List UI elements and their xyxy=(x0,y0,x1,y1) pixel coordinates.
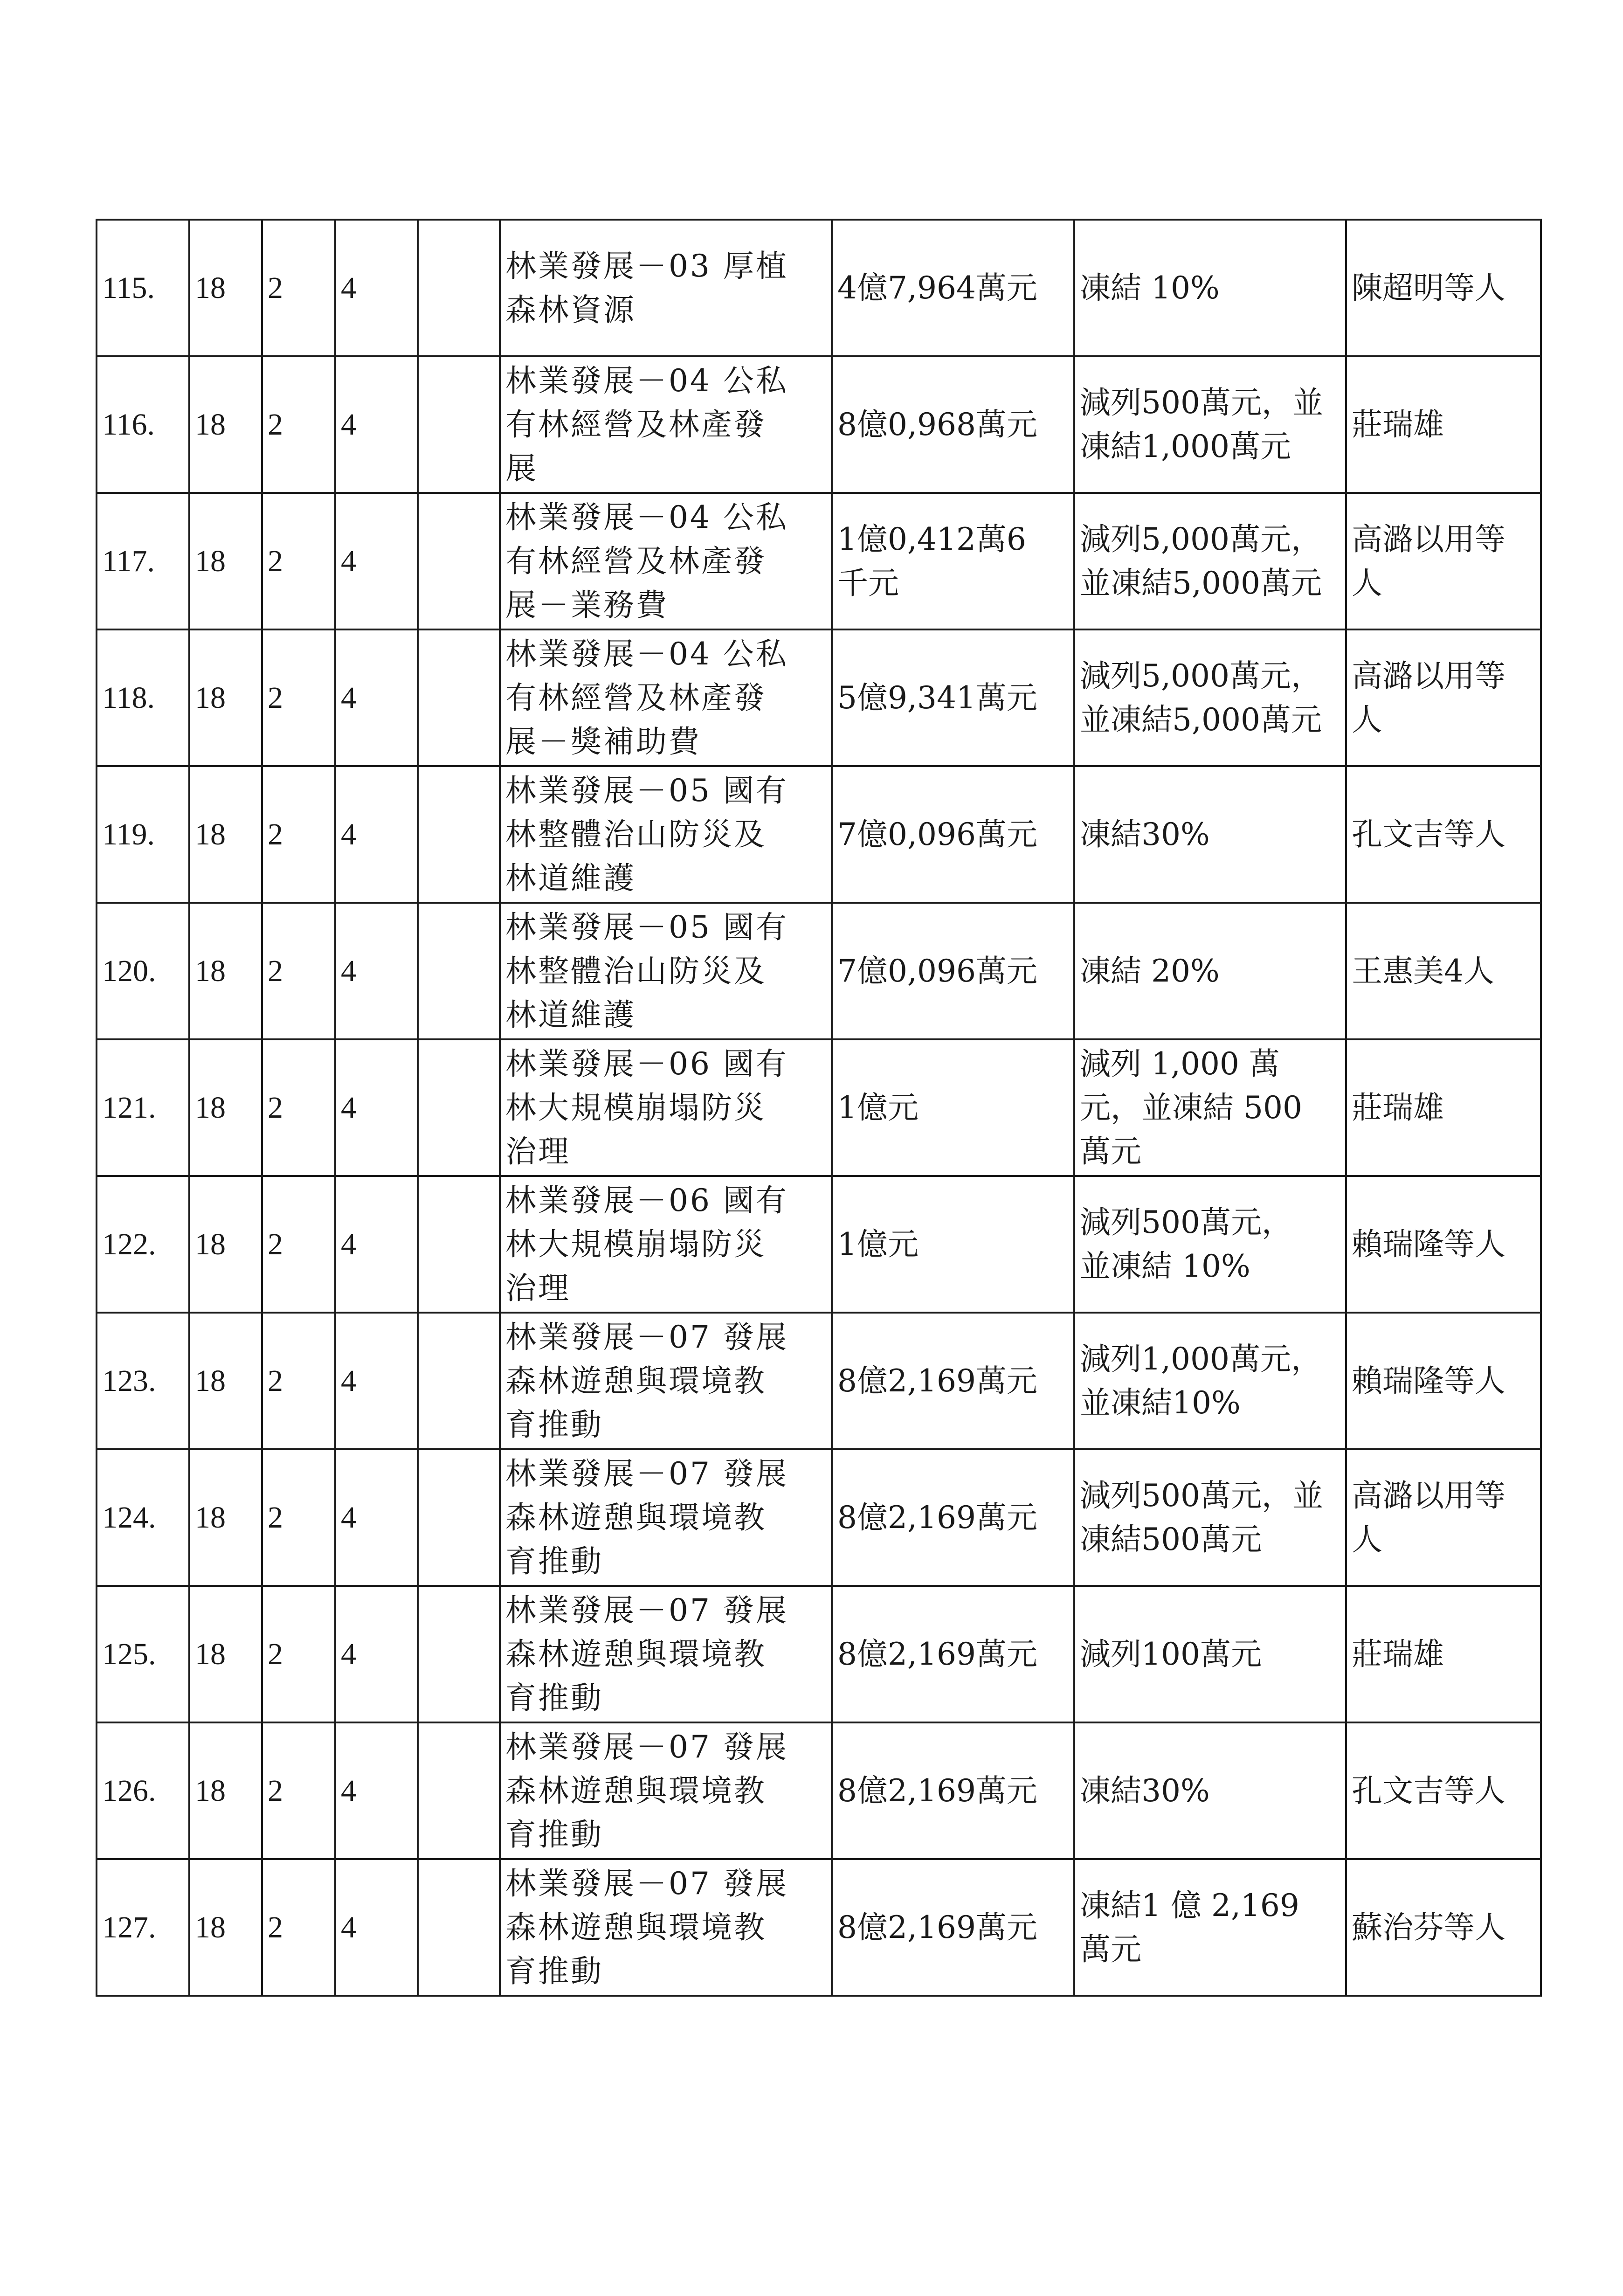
code-cell-3: 4 xyxy=(335,1176,418,1313)
amount-line: 8億2,169萬元 xyxy=(837,1772,1037,1809)
program-line: 林業發展－04 公私 xyxy=(505,499,788,535)
code-cell-4 xyxy=(418,629,500,766)
program-line: 林業發展－07 發展 xyxy=(505,1592,788,1628)
amount-line: 8億2,169萬元 xyxy=(837,1909,1037,1945)
program-line: 有林經營及林產發 xyxy=(505,679,767,716)
row-number-cell: 123. xyxy=(97,1313,189,1449)
code-cell-1: 18 xyxy=(189,356,262,493)
program-line: 治理 xyxy=(505,1270,571,1306)
action-line: 並凍結10% xyxy=(1080,1384,1241,1421)
table-row xyxy=(97,356,1541,493)
code-cell-2: 2 xyxy=(262,1313,335,1449)
proposer-cell xyxy=(1346,1039,1541,1176)
row-number-cell: 127. xyxy=(97,1859,189,1996)
code-cell-4 xyxy=(418,1449,500,1586)
code-cell-1: 18 xyxy=(189,1859,262,1996)
code-cell-1: 18 xyxy=(189,629,262,766)
program-line: 林業發展－04 公私 xyxy=(505,636,788,672)
program-line: 林大規模崩塌防災 xyxy=(505,1089,767,1126)
code-cell-1: 18 xyxy=(189,1176,262,1313)
action-cell xyxy=(1074,493,1346,629)
proposer-cell xyxy=(1346,356,1541,493)
code-cell-1: 18 xyxy=(189,766,262,903)
program-line: 林業發展－05 國有 xyxy=(505,909,788,945)
action-cell xyxy=(1074,629,1346,766)
row-number-cell: 125. xyxy=(97,1586,189,1722)
code-cell-3: 4 xyxy=(335,1449,418,1586)
code-cell-4 xyxy=(418,220,500,356)
program-line: 育推動 xyxy=(505,1543,603,1579)
amount-cell xyxy=(832,1586,1074,1722)
proposer-cell xyxy=(1346,1722,1541,1859)
table-row xyxy=(97,1039,1541,1176)
proposer-line: 莊瑞雄 xyxy=(1352,406,1444,443)
action-line: 減列500萬元， xyxy=(1080,1204,1292,1240)
proposer-cell xyxy=(1346,903,1541,1039)
row-number-cell: 124. xyxy=(97,1449,189,1586)
program-cell xyxy=(500,493,832,629)
table-row xyxy=(97,903,1541,1039)
action-line: 凍結500萬元 xyxy=(1080,1521,1262,1557)
action-line: 減列5,000萬元， xyxy=(1080,657,1322,694)
amount-cell xyxy=(832,766,1074,903)
proposer-line: 陳超明等人 xyxy=(1352,270,1506,306)
row-number-cell: 121. xyxy=(97,1039,189,1176)
program-line: 林業發展－07 發展 xyxy=(505,1319,788,1355)
code-cell-3: 4 xyxy=(335,356,418,493)
program-line: 林業發展－07 發展 xyxy=(505,1455,788,1492)
action-line: 減列 1,000 萬 xyxy=(1080,1045,1280,1082)
proposer-cell xyxy=(1346,1313,1541,1449)
table-row xyxy=(97,1586,1541,1722)
code-cell-3: 4 xyxy=(335,629,418,766)
program-cell xyxy=(500,1859,832,1996)
code-cell-4 xyxy=(418,1586,500,1722)
action-cell xyxy=(1074,1176,1346,1313)
proposer-line: 王惠美4人 xyxy=(1352,953,1494,989)
row-number-cell: 120. xyxy=(97,903,189,1039)
table-row xyxy=(97,1449,1541,1586)
table-row xyxy=(97,1176,1541,1313)
table-row xyxy=(97,220,1541,356)
action-cell xyxy=(1074,1586,1346,1722)
code-cell-4 xyxy=(418,356,500,493)
code-cell-3: 4 xyxy=(335,493,418,629)
table-row xyxy=(97,493,1541,629)
action-line: 凍結1,000萬元 xyxy=(1080,428,1291,464)
action-cell xyxy=(1074,1313,1346,1449)
amount-cell xyxy=(832,903,1074,1039)
program-line: 林整體治山防災及 xyxy=(505,816,767,852)
amount-cell xyxy=(832,1722,1074,1859)
action-line: 減列500萬元，並 xyxy=(1080,1477,1323,1514)
action-line: 凍結1 億 2,169 xyxy=(1080,1887,1299,1923)
proposer-line: 莊瑞雄 xyxy=(1352,1636,1444,1672)
program-line: 森林資源 xyxy=(505,291,636,328)
amount-line: 1億0,412萬6 xyxy=(837,521,1026,557)
code-cell-3: 4 xyxy=(335,1859,418,1996)
code-cell-3: 4 xyxy=(335,1722,418,1859)
proposer-line: 人 xyxy=(1352,1521,1382,1557)
code-cell-2: 2 xyxy=(262,1039,335,1176)
proposer-cell xyxy=(1346,1449,1541,1586)
code-cell-1: 18 xyxy=(189,1039,262,1176)
amount-line: 8億0,968萬元 xyxy=(837,406,1037,443)
amount-cell xyxy=(832,493,1074,629)
program-line: 林業發展－04 公私 xyxy=(505,362,788,399)
program-cell xyxy=(500,766,832,903)
program-line: 森林遊憩與環境教 xyxy=(505,1909,767,1945)
table-row xyxy=(97,1722,1541,1859)
program-cell xyxy=(500,903,832,1039)
action-cell xyxy=(1074,766,1346,903)
proposer-cell xyxy=(1346,220,1541,356)
amount-line: 7億0,096萬元 xyxy=(837,816,1037,852)
amount-cell xyxy=(832,1176,1074,1313)
budget-proposal-table xyxy=(96,219,1542,1997)
code-cell-4 xyxy=(418,493,500,629)
action-line: 凍結30% xyxy=(1080,816,1210,852)
code-cell-2: 2 xyxy=(262,1449,335,1586)
amount-cell xyxy=(832,1039,1074,1176)
program-line: 有林經營及林產發 xyxy=(505,406,767,443)
action-line: 減列1,000萬元， xyxy=(1080,1341,1322,1377)
program-cell xyxy=(500,1722,832,1859)
program-line: 林道維護 xyxy=(505,996,636,1033)
action-line: 減列500萬元，並 xyxy=(1080,384,1323,421)
proposer-line: 高潞以用等 xyxy=(1352,521,1506,557)
row-number-cell: 126. xyxy=(97,1722,189,1859)
proposer-line: 人 xyxy=(1352,701,1382,738)
code-cell-3: 4 xyxy=(335,1039,418,1176)
code-cell-2: 2 xyxy=(262,1586,335,1722)
row-number-cell: 118. xyxy=(97,629,189,766)
amount-line: 1億元 xyxy=(837,1226,919,1262)
amount-cell xyxy=(832,1859,1074,1996)
action-line: 元，並凍結 500 xyxy=(1080,1089,1302,1126)
program-line: 育推動 xyxy=(505,1816,603,1853)
action-line: 凍結 10% xyxy=(1080,270,1220,306)
program-cell xyxy=(500,629,832,766)
proposer-cell xyxy=(1346,1176,1541,1313)
code-cell-2: 2 xyxy=(262,356,335,493)
code-cell-2: 2 xyxy=(262,1722,335,1859)
program-line: 育推動 xyxy=(505,1406,603,1443)
table-row xyxy=(97,1313,1541,1449)
row-number-cell: 115. xyxy=(97,220,189,356)
row-number-cell: 117. xyxy=(97,493,189,629)
code-cell-1: 18 xyxy=(189,903,262,1039)
code-cell-2: 2 xyxy=(262,766,335,903)
program-line: 林道維護 xyxy=(505,860,636,896)
action-cell xyxy=(1074,1859,1346,1996)
program-line: 林整體治山防災及 xyxy=(505,953,767,989)
code-cell-4 xyxy=(418,1039,500,1176)
amount-line: 8億2,169萬元 xyxy=(837,1499,1037,1535)
amount-line: 1億元 xyxy=(837,1089,919,1126)
code-cell-4 xyxy=(418,1313,500,1449)
amount-line: 4億7,964萬元 xyxy=(837,270,1037,306)
code-cell-1: 18 xyxy=(189,1313,262,1449)
amount-cell xyxy=(832,629,1074,766)
table-row xyxy=(97,629,1541,766)
program-cell xyxy=(500,1039,832,1176)
row-number-cell: 116. xyxy=(97,356,189,493)
program-line: 展 xyxy=(505,450,538,486)
program-line: 育推動 xyxy=(505,1953,603,1989)
proposer-cell xyxy=(1346,493,1541,629)
program-cell xyxy=(500,356,832,493)
action-line: 並凍結5,000萬元 xyxy=(1080,565,1322,601)
action-cell xyxy=(1074,1039,1346,1176)
amount-cell xyxy=(832,356,1074,493)
action-line: 凍結 20% xyxy=(1080,953,1220,989)
code-cell-1: 18 xyxy=(189,493,262,629)
action-line: 並凍結 10% xyxy=(1080,1248,1250,1284)
proposer-line: 孔文吉等人 xyxy=(1352,1772,1506,1809)
proposer-line: 孔文吉等人 xyxy=(1352,816,1506,852)
table-row xyxy=(97,1859,1541,1996)
proposer-cell xyxy=(1346,629,1541,766)
row-number-cell: 119. xyxy=(97,766,189,903)
program-line: 森林遊憩與環境教 xyxy=(505,1499,767,1535)
proposer-line: 蘇治芬等人 xyxy=(1352,1909,1506,1945)
code-cell-4 xyxy=(418,1859,500,1996)
program-line: 育推動 xyxy=(505,1680,603,1716)
code-cell-1: 18 xyxy=(189,1449,262,1586)
program-cell xyxy=(500,220,832,356)
program-line: 林業發展－07 發展 xyxy=(505,1729,788,1765)
program-line: 森林遊憩與環境教 xyxy=(505,1772,767,1809)
program-line: 森林遊憩與環境教 xyxy=(505,1636,767,1672)
amount-line: 5億9,341萬元 xyxy=(837,679,1037,716)
proposer-line: 高潞以用等 xyxy=(1352,657,1506,694)
code-cell-4 xyxy=(418,1176,500,1313)
budget-proposal-sheet xyxy=(96,219,1540,1997)
action-line: 減列100萬元 xyxy=(1080,1636,1262,1672)
action-cell xyxy=(1074,1449,1346,1586)
amount-line: 7億0,096萬元 xyxy=(837,953,1037,989)
row-number-cell: 122. xyxy=(97,1176,189,1313)
code-cell-2: 2 xyxy=(262,493,335,629)
program-line: 林業發展－05 國有 xyxy=(505,772,788,809)
program-line: 有林經營及林產發 xyxy=(505,543,767,579)
code-cell-3: 4 xyxy=(335,903,418,1039)
proposer-line: 賴瑞隆等人 xyxy=(1352,1362,1506,1399)
proposer-cell xyxy=(1346,1586,1541,1722)
table-body xyxy=(97,220,1541,1996)
amount-cell xyxy=(832,1313,1074,1449)
program-cell xyxy=(500,1313,832,1449)
code-cell-3: 4 xyxy=(335,1313,418,1449)
amount-line: 千元 xyxy=(837,565,899,601)
program-cell xyxy=(500,1449,832,1586)
code-cell-3: 4 xyxy=(335,766,418,903)
table-row xyxy=(97,766,1541,903)
amount-line: 8億2,169萬元 xyxy=(837,1636,1037,1672)
program-line: 林業發展－06 國有 xyxy=(505,1182,788,1218)
action-line: 並凍結5,000萬元 xyxy=(1080,701,1322,738)
program-line: 林業發展－07 發展 xyxy=(505,1865,788,1902)
program-line: 林業發展－03 厚植 xyxy=(505,248,788,284)
code-cell-4 xyxy=(418,766,500,903)
proposer-cell xyxy=(1346,766,1541,903)
action-line: 凍結30% xyxy=(1080,1772,1210,1809)
amount-cell xyxy=(832,220,1074,356)
code-cell-1: 18 xyxy=(189,1586,262,1722)
code-cell-2: 2 xyxy=(262,1859,335,1996)
code-cell-2: 2 xyxy=(262,220,335,356)
program-line: 展－獎補助費 xyxy=(505,723,701,760)
program-line: 治理 xyxy=(505,1133,571,1169)
proposer-line: 莊瑞雄 xyxy=(1352,1089,1444,1126)
code-cell-1: 18 xyxy=(189,220,262,356)
amount-cell xyxy=(832,1449,1074,1586)
proposer-line: 人 xyxy=(1352,565,1382,601)
code-cell-1: 18 xyxy=(189,1722,262,1859)
program-line: 展－業務費 xyxy=(505,587,669,623)
action-line: 減列5,000萬元， xyxy=(1080,521,1322,557)
action-cell xyxy=(1074,220,1346,356)
code-cell-3: 4 xyxy=(335,220,418,356)
program-cell xyxy=(500,1176,832,1313)
action-cell xyxy=(1074,903,1346,1039)
program-line: 林大規模崩塌防災 xyxy=(505,1226,767,1262)
action-line: 萬元 xyxy=(1080,1133,1141,1169)
program-line: 森林遊憩與環境教 xyxy=(505,1362,767,1399)
proposer-line: 賴瑞隆等人 xyxy=(1352,1226,1506,1262)
code-cell-4 xyxy=(418,903,500,1039)
code-cell-3: 4 xyxy=(335,1586,418,1722)
proposer-line: 高潞以用等 xyxy=(1352,1477,1506,1514)
code-cell-2: 2 xyxy=(262,1176,335,1313)
code-cell-2: 2 xyxy=(262,903,335,1039)
action-line: 萬元 xyxy=(1080,1931,1141,1967)
action-cell xyxy=(1074,356,1346,493)
program-line: 林業發展－06 國有 xyxy=(505,1045,788,1082)
action-cell xyxy=(1074,1722,1346,1859)
program-cell xyxy=(500,1586,832,1722)
proposer-cell xyxy=(1346,1859,1541,1996)
code-cell-4 xyxy=(418,1722,500,1859)
code-cell-2: 2 xyxy=(262,629,335,766)
amount-line: 8億2,169萬元 xyxy=(837,1362,1037,1399)
